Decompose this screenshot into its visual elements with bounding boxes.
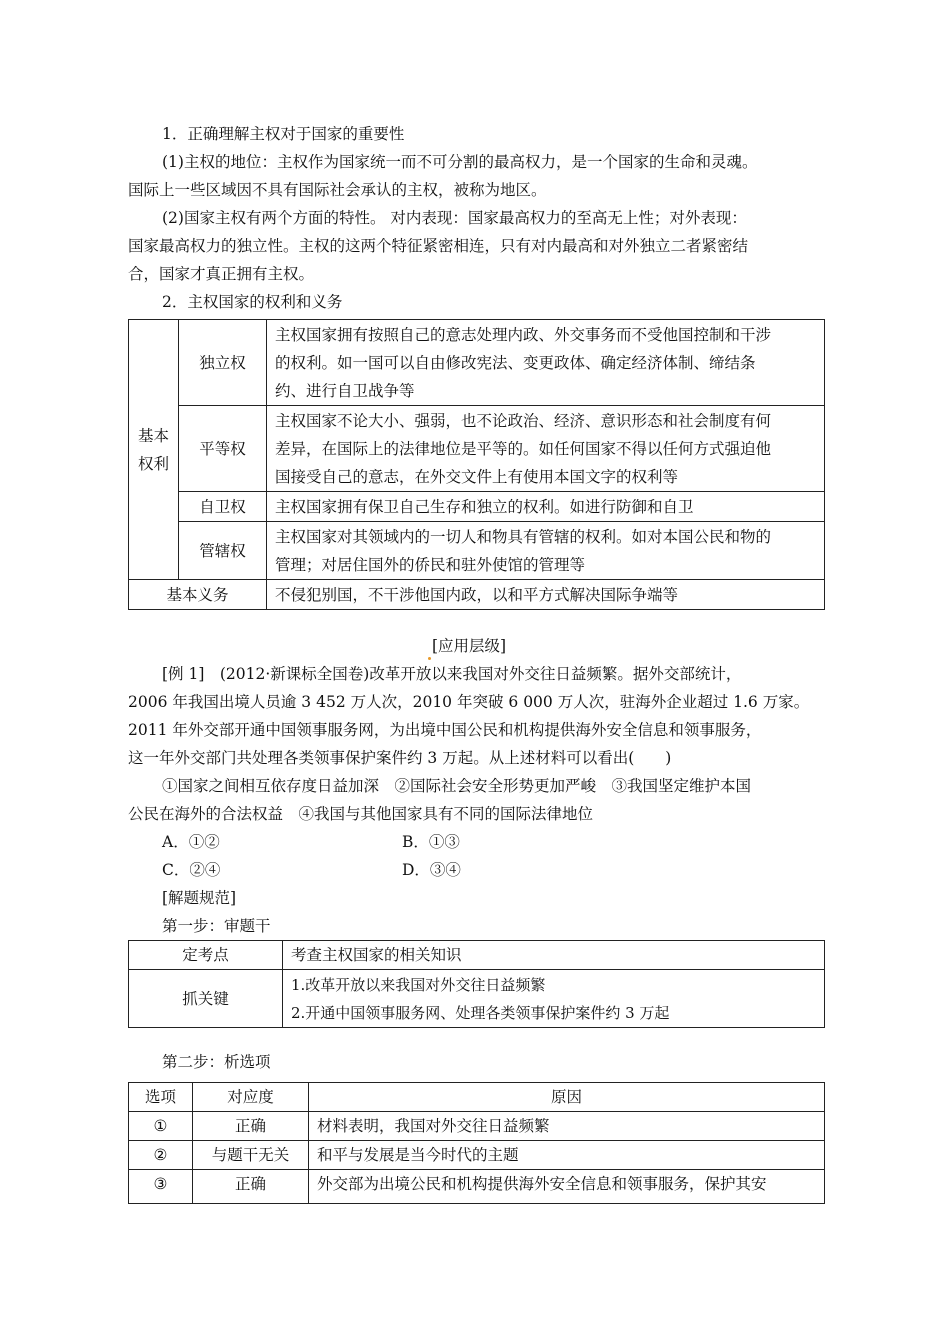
table-header: 原因 xyxy=(309,1083,825,1112)
option-match: 与题干无关 xyxy=(193,1141,309,1170)
table-header: 选项 xyxy=(129,1083,193,1112)
option-number: ② xyxy=(129,1141,193,1170)
basic-rights-label: 基本 权利 xyxy=(129,320,179,580)
right-name: 自卫权 xyxy=(179,492,267,522)
paragraph-1-line-2: 国际上一些区域因不具有国际社会承认的主权，被称为地区。 xyxy=(128,181,547,199)
table-row xyxy=(129,1112,825,1141)
example-line-1: [例 1] (2012·新课标全国卷)改革开放以来我国对外交往日益频繁。据外交部统计， xyxy=(162,665,742,683)
section-1-heading: 1．正确理解主权对于国家的重要性 xyxy=(162,125,405,143)
key-clue-text: 1.改革开放以来我国对外交往日益频繁 2.开通中国领事服务网、处理各类领事保护案件约 3 万起 xyxy=(283,970,825,1028)
rights-duties-table xyxy=(128,319,825,610)
right-description: 主权国家拥有保卫自己生存和独立的权利。如进行防御和自卫 xyxy=(267,492,825,522)
table-row xyxy=(129,1170,825,1204)
right-name: 独立权 xyxy=(179,320,267,406)
option-match: 正确 xyxy=(193,1170,309,1204)
solution-title: [解题规范] xyxy=(162,889,237,907)
option-reason: 外交部为出境公民和机构提供海外安全信息和领事服务，保护其安 xyxy=(309,1170,825,1204)
paragraph-2-line-1: (2)国家主权有两个方面的特性。 对内表现：国家最高权力的至高无上性；对外表现： xyxy=(162,209,747,227)
choice-d: D．③④ xyxy=(402,861,461,879)
right-description: 主权国家对其领域内的一切人和物具有管辖的权利。如对本国公民和物的 管理；对居住国外的侨民和驻外使馆的管理等 xyxy=(267,522,825,580)
basic-duty-text: 不侵犯别国，不干涉他国内政，以和平方式解决国际争端等 xyxy=(267,580,825,610)
step-1-title: 第一步：审题干 xyxy=(162,917,271,935)
example-line-2: 2006 年我国出境人员逾 3 452 万人次，2010 年突破 6 000 万人次，驻海外企业超过 1.6 万家。 xyxy=(128,693,810,711)
step-2-title: 第二步：析选项 xyxy=(162,1053,271,1071)
step-1-table xyxy=(128,940,825,1028)
paragraph-2-line-3: 合，国家才真正拥有主权。 xyxy=(128,265,315,283)
option-reason: 和平与发展是当今时代的主题 xyxy=(309,1141,825,1170)
statements-line-1: ①国家之间相互依存度日益加深 ②国际社会安全形势更加严峻 ③我国坚定维护本国 xyxy=(162,777,752,795)
step-2-table xyxy=(128,1082,825,1204)
option-number: ① xyxy=(129,1112,193,1141)
example-line-3: 2011 年外交部开通中国领事服务网，为出境中国公民和机构提供海外安全信息和领事服务， xyxy=(128,721,762,739)
option-match: 正确 xyxy=(193,1112,309,1141)
right-name: 管辖权 xyxy=(179,522,267,580)
right-name: 平等权 xyxy=(179,406,267,492)
paragraph-2-line-2: 国家最高权力的独立性。主权的这两个特征紧密相连，只有对内最高和对外独立二者紧密结 xyxy=(128,237,749,255)
key-clue-label: 抓关键 xyxy=(129,970,283,1028)
application-level-title: [应用层级] xyxy=(428,632,506,660)
right-description: 主权国家不论大小、强弱，也不论政治、经济、意识形态和社会制度有何 差异，在国际上的法律地位是平等的。如任何国家不得以任何方式强迫他 国接受自己的意志，在外交文件上有使用本国文字的权利等 xyxy=(267,406,825,492)
key-point-label: 定考点 xyxy=(129,941,283,970)
paragraph-1-line-1: (1)主权的地位：主权作为国家统一而不可分割的最高权力，是一个国家的生命和灵魂。 xyxy=(162,153,758,171)
option-reason: 材料表明，我国对外交往日益频繁 xyxy=(309,1112,825,1141)
statements-line-2: 公民在海外的合法权益 ④我国与其他国家具有不同的国际法律地位 xyxy=(128,805,594,823)
key-point-text: 考查主权国家的相关知识 xyxy=(283,941,825,970)
choice-c: C．②④ xyxy=(162,861,221,879)
choice-a: A．①② xyxy=(162,833,220,851)
example-line-4: 这一年外交部门共处理各类领事保护案件约 3 万起。从上述材料可以看出( ) xyxy=(128,749,672,767)
option-number: ③ xyxy=(129,1170,193,1204)
choice-b: B．①③ xyxy=(402,833,460,851)
table-header: 对应度 xyxy=(193,1083,309,1112)
basic-duty-label: 基本义务 xyxy=(129,580,267,610)
table-row xyxy=(129,1141,825,1170)
section-2-heading: 2．主权国家的权利和义务 xyxy=(162,293,343,311)
right-description: 主权国家拥有按照自己的意志处理内政、外交事务而不受他国控制和干涉 的权利。如一国可以自由修改宪法、变更政体、确定经济体制、缔结条 约、进行自卫战争等 xyxy=(267,320,825,406)
